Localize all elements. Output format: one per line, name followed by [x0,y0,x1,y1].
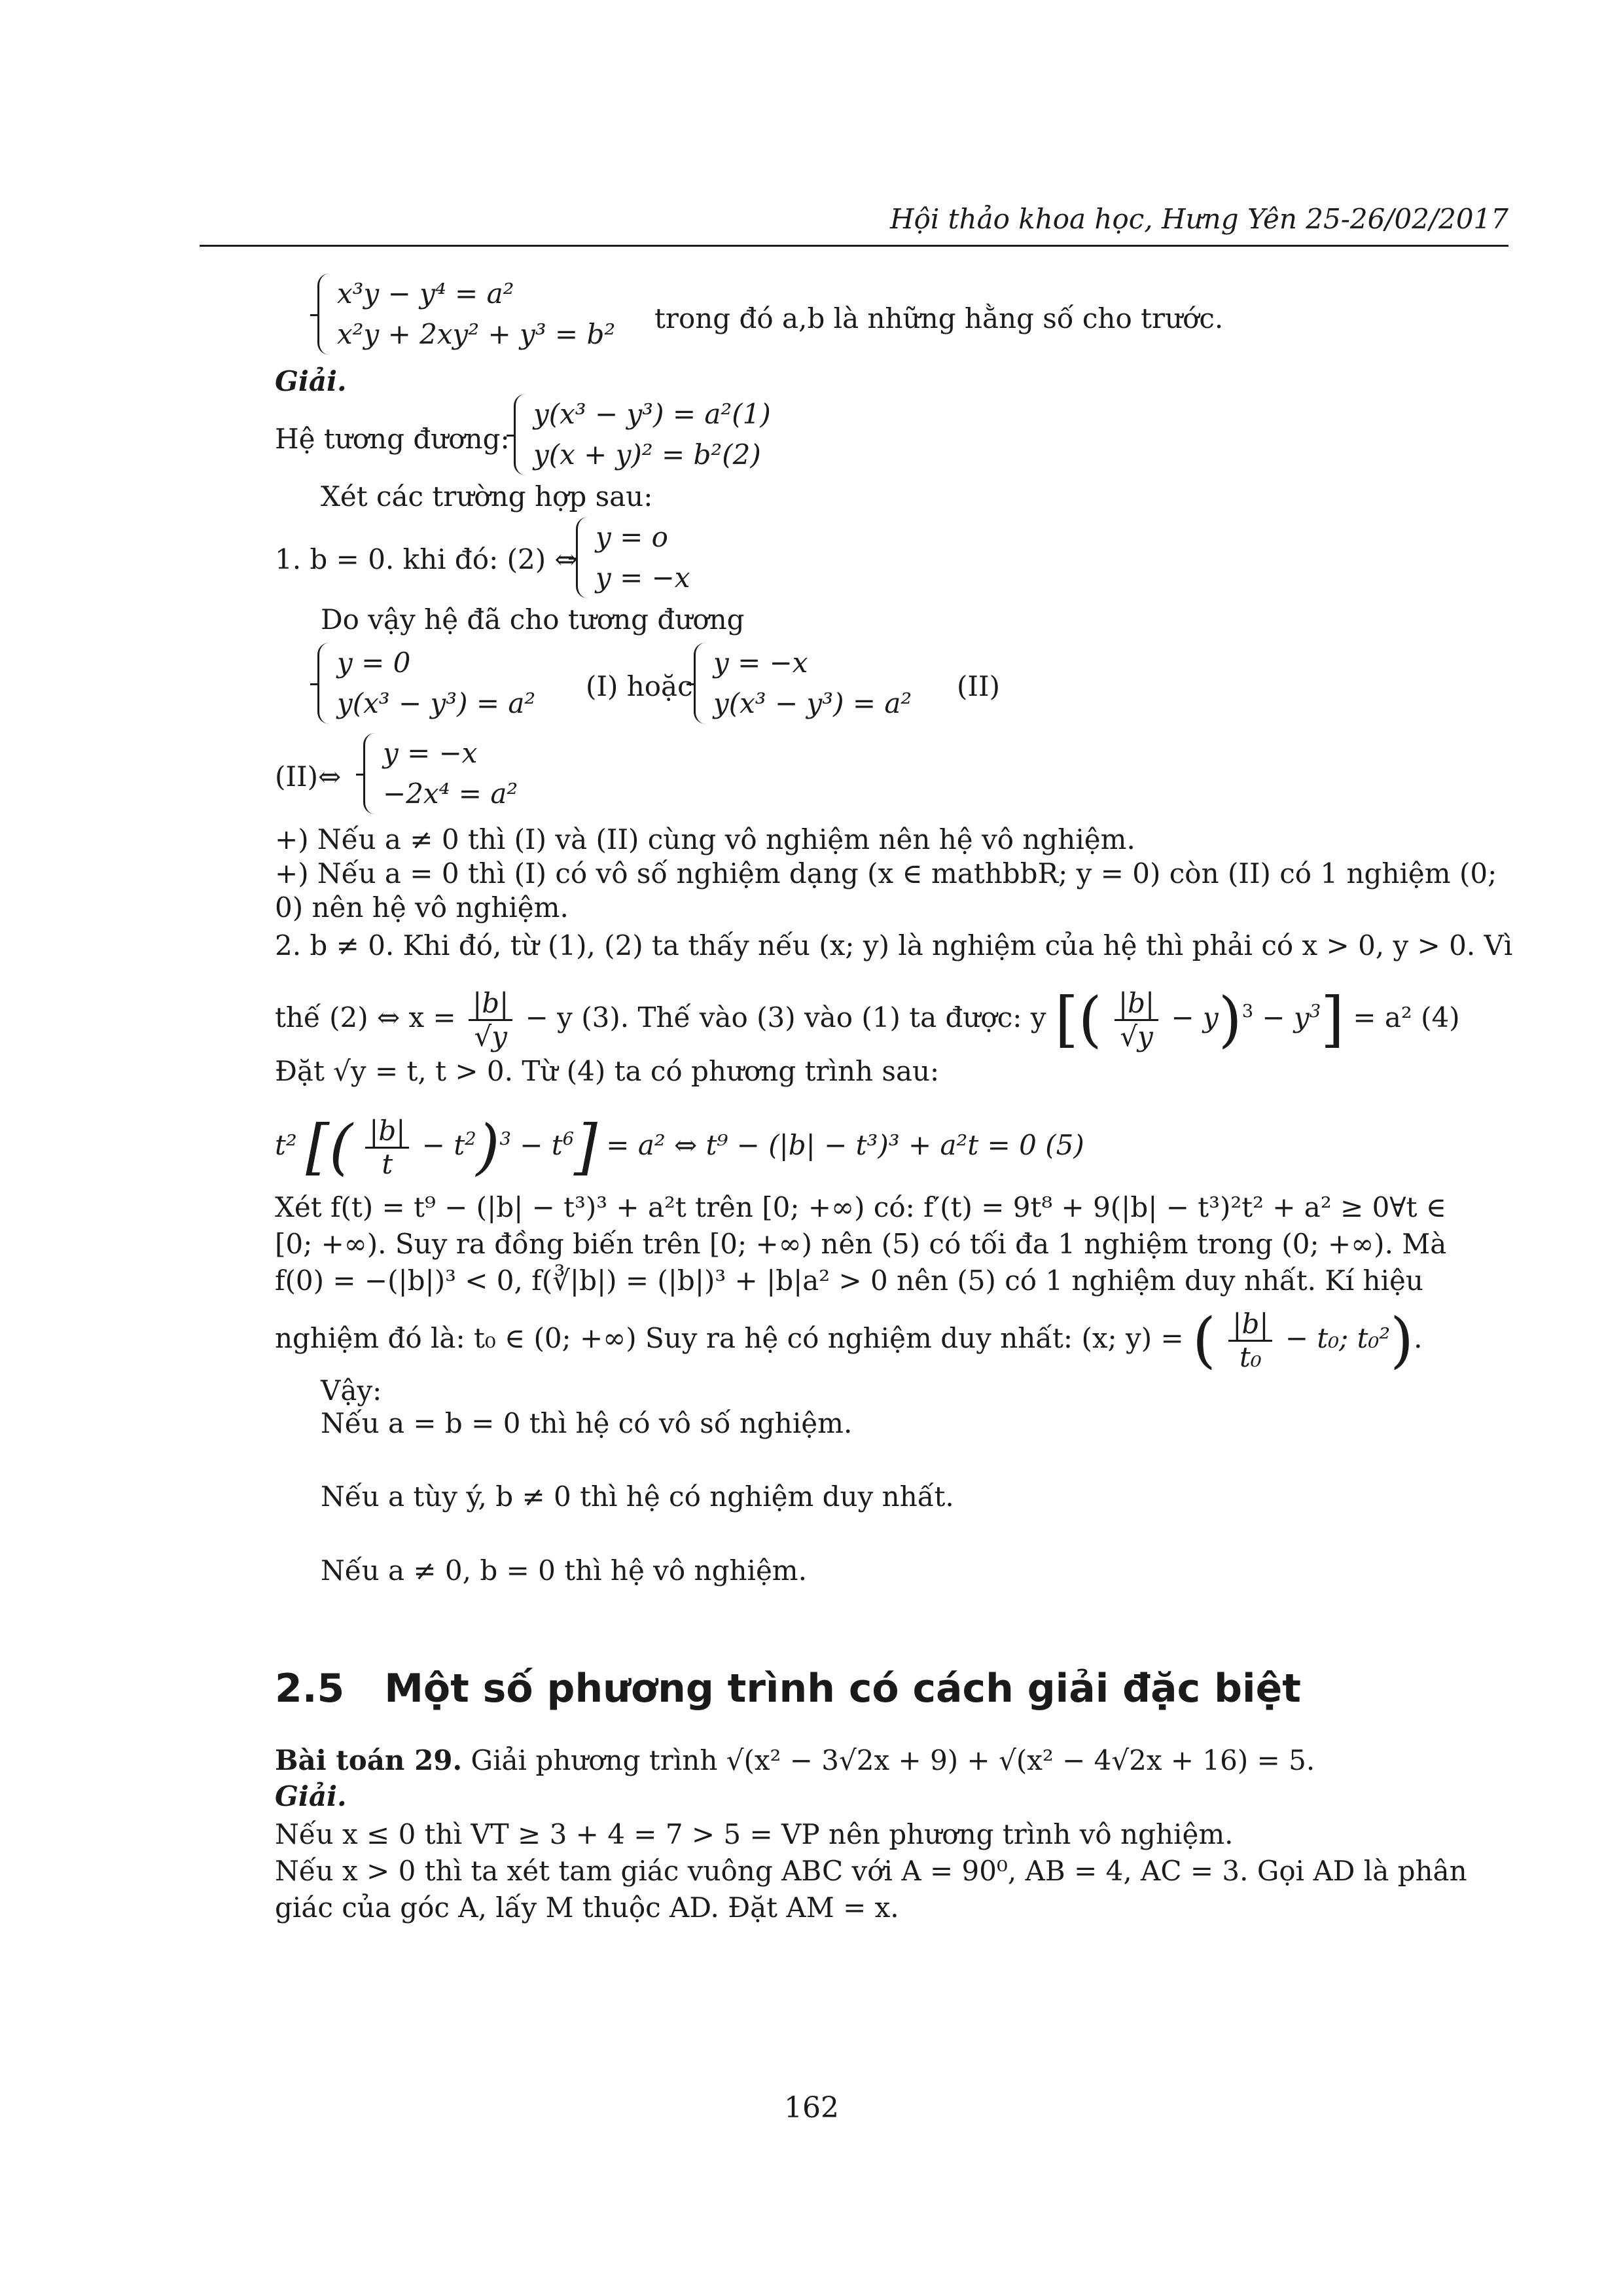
case1-conclude: Do vậy hệ đã cho tương đương [321,603,745,636]
problem29-label: Bài toán 29. [275,1744,463,1776]
eq5-right: = a² ⇔ t⁹ − (|b| − t³)³ + a²t = 0 (5) [606,1129,1084,1161]
sysI-eq2: y(x³ − y³) = a² [337,687,536,719]
system-eq2: x²y + 2xy² + y³ = b² [337,318,616,350]
section-heading [275,1666,1301,1712]
case2-inner-fraction [1115,988,1158,1052]
deriv-line3: f(0) = −(|b|)³ < 0, f(∛|b|) = (|b|)³ + |b|a² > 0 nên (5) có 1 nghiệm duy nhất. Kí hiệu [275,1265,1423,1297]
line-a-ne0: +) Nếu a ≠ 0 thì (I) và (II) cùng vô nghiệm nên hệ vô nghiệm. [275,823,1135,855]
conclusion-label: Vậy: [321,1374,382,1407]
solution-fraction [1228,1308,1272,1373]
eq5-frac-den: t [382,1147,393,1180]
case2-frac-den: √y [474,1020,507,1052]
deriv-line2: [0; +∞). Suy ra đồng biến trên [0; +∞) nên (5) có tối đa 1 nghiệm trong (0; +∞). Mà [275,1228,1447,1260]
case1-eq2: y = −x [596,562,690,594]
case2-line2: thế (2) ⇔ x = $\frac{|b|}{√y}$ − y (3). Thế vào (3) vào (1) ta được: y [( $\frac{|b|}{√y}$ − $y)^3 - y^3] = a^2$ (4) [275,984,1460,1054]
deriv-line4-text: nghiệm đó là: t₀ ∈ (0; +∞) Suy ra hệ có nghiệm duy nhất: (x; y) = [275,1322,1184,1354]
case2-line2-b: − y (3). Thế vào (3) vào (1) ta được: y [525,1001,1046,1033]
problem29-line2: Nếu x > 0 thì ta xét tam giác vuông ABC với A = 90⁰, AB = 4, AC = 3. Gọi AD là phân [275,1855,1467,1887]
equiv-system [514,394,771,475]
problem29-statement: Giải phương trình √(x² − 3√2x + 9) + √(x² − 4√2x + 16) = 5. [471,1744,1315,1776]
II-equiv-label: (II)⇔ [275,761,342,793]
case2-inner-frac-num: |b| [1115,988,1158,1021]
case1-text: 1. b = 0. khi đó: (2) ⇔ [275,543,578,575]
II-eq1: y = −x [383,737,478,769]
sysII-eq1: y = −x [713,647,808,679]
page-number: 162 [784,2091,839,2125]
sol-frac-den: t₀ [1240,1340,1262,1373]
eq5-fraction [365,1115,409,1180]
sysI-label: (I) hoặc [586,670,693,702]
deriv-line1: Xét f(t) = t⁹ − (|b| − t³)³ + a²t trên [0; +∞) có: f′(t) = 9t⁸ + 9(|b| − t³)²t² + a² ≥ 0∀t ∈ [275,1191,1446,1223]
II-equiv-system [363,733,518,814]
conclusion-1: Nếu a = b = 0 thì hệ có vô số nghiệm. [321,1407,853,1439]
system-II [694,643,912,724]
solution-label: Giải. [275,365,347,397]
equiv-eq1: y(x³ − y³) = a²(1) [533,398,771,430]
running-header: Hội thảo khoa học, Hưng Yên 25-26/02/2017 [889,203,1508,235]
case2-line2-c: = a² (4) [1353,1001,1460,1033]
header-rule [200,245,1508,247]
system-note: trong đó a,b là những hằng số cho trước. [654,302,1224,334]
section-number: 2.5 [275,1666,345,1712]
problem29-line3: giác của góc A, lấy M thuộc AD. Đặt AM = x. [275,1892,899,1924]
case1-system [576,517,690,598]
cases-intro: Xét các trường hợp sau: [321,480,653,512]
problem-system [317,274,615,355]
system-eq1: x³y − y⁴ = a² [337,278,514,310]
case2-line2-a: thế (2) ⇔ x = [275,1001,456,1033]
line-a-eq0-1: +) Nếu a = 0 thì (I) có vô số nghiệm dạng (x ∈ mathbbR; y = 0) còn (II) có 1 nghiệm (0; [275,857,1497,889]
case2-frac-num: |b| [469,988,512,1021]
problem29 [275,1744,1315,1777]
case2-inner-frac-den: √y [1120,1020,1153,1052]
case2-fraction [469,988,512,1052]
bracket-open-icon: [( [1054,984,1102,1054]
line-a-eq0-2: 0) nên hệ vô nghiệm. [275,891,569,924]
substitution-line: Đặt √y = t, t > 0. Từ (4) ta có phương trình sau: [275,1055,940,1087]
sol-tail: − t₀; t₀² [1285,1322,1391,1354]
system-I [317,643,535,724]
section-title: Một số phương trình có cách giải đặc biệt [384,1666,1301,1712]
eq5-frac-num: |b| [365,1115,409,1149]
conclusion-2: Nếu a tùy ý, b ≠ 0 thì hệ có nghiệm duy nhất. [321,1480,954,1513]
equation-5: t² [( $\frac{|b|}{t}$ − $t^2)^3 - t^6] = a^2$ ⇔ t⁹ − (|b| − t³)³ + a²t = 0 (5) [275,1112,1084,1182]
equiv-eq2: y(x + y)² = b²(2) [533,439,761,471]
problem29-line1: Nếu x ≤ 0 thì VT ≥ 3 + 4 = 7 > 5 = VP nên phương trình vô nghiệm. [275,1818,1234,1850]
case2-line1: 2. b ≠ 0. Khi đó, từ (1), (2) ta thấy nếu (x; y) là nghiệm của hệ thì phải có x > 0, y > 0. Vì [275,929,1513,961]
sol-frac-num: |b| [1228,1308,1272,1342]
sysI-eq1: y = 0 [337,647,411,679]
sysII-eq2: y(x³ − y³) = a² [713,687,912,719]
eq5-left: t² [275,1129,297,1161]
case1-eq1: y = o [596,521,668,553]
conclusion-3: Nếu a ≠ 0, b = 0 thì hệ vô nghiệm. [321,1554,807,1587]
problem29-solution-label: Giải. [275,1780,347,1812]
deriv-line4: nghiệm đó là: t₀ ∈ (0; +∞) Suy ra hệ có nghiệm duy nhất: (x; y) = ( $\frac{|b|}{\text{t₀}}$ − t₀; t₀²). [275,1305,1423,1375]
II-eq2: −2x⁴ = a² [383,778,518,810]
bracket-close-icon: ) [1218,984,1242,1054]
sysII-label: (II) [957,670,1000,702]
equiv-label: Hệ tương đương: [275,423,510,455]
